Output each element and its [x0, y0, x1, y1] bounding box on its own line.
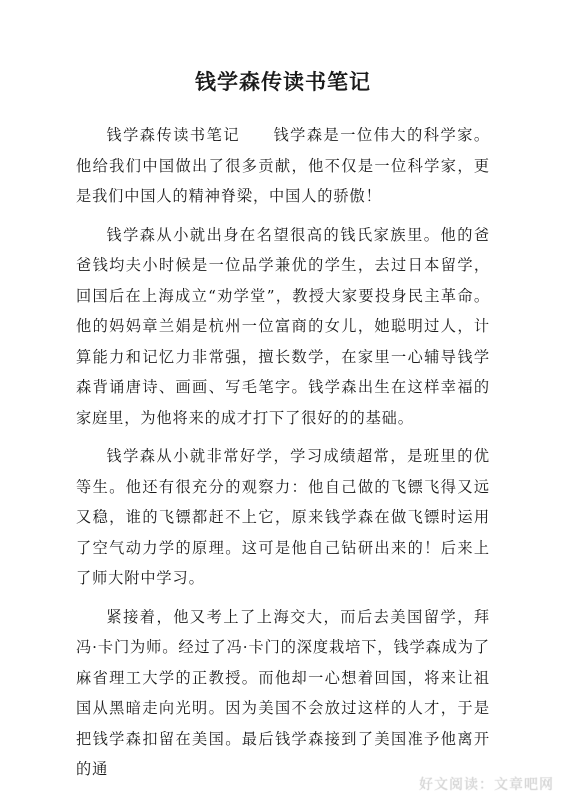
paragraph-3: 钱学森从小就非常好学，学习成绩超常，是班里的优等生。他还有很充分的观察力：他自己做的飞镖飞得又远又稳，谁的飞镖都赶不上它，原来钱学森在做飞镖时运用了空气动力学的原理。这可是他自己钻研出来的！后来上了师大附中学习。 — [76, 447, 490, 587]
site-watermark: 好文阅读：文章吧网 — [419, 777, 554, 793]
document-body — [76, 120, 490, 793]
paragraph-1: 钱学森传读书笔记 钱学森是一位伟大的科学家。他给我们中国做出了很多贡献，他不仅是一位科学家，更是我们中国人的精神脊梁，中国人的骄傲！ — [76, 126, 490, 205]
paragraph-4: 紧接着，他又考上了上海交大，而后去美国留学，拜冯·卡门为师。经过了冯·卡门的深度栽培下，钱学森成为了麻省理工大学的正教授。而他却一心想着回国，将来让祖国从黑暗走向光明。因为美国不会放过这样的人才，于是把钱学森扣留在美国。最后钱学森接到了美国准予他离开的通 — [76, 607, 490, 778]
paragraph-2: 钱学森从小就出身在名望很高的钱氏家族里。他的爸爸钱均夫小时候是一位品学兼优的学生，去过日本留学，回国后在上海成立“劝学堂”，教授大家要投身民主革命。他的妈妈章兰娟是杭州一位富商的女儿，她聪明过人，计算能力和记忆力非常强，擅长数学，在家里一心辅导钱学森背诵唐诗、画画、写毛笔字。钱学森出生在这样幸福的家庭里，为他将来的成才打下了很好的的基础。 — [76, 225, 490, 427]
document-title: 钱学森传读书笔记 — [195, 69, 371, 94]
